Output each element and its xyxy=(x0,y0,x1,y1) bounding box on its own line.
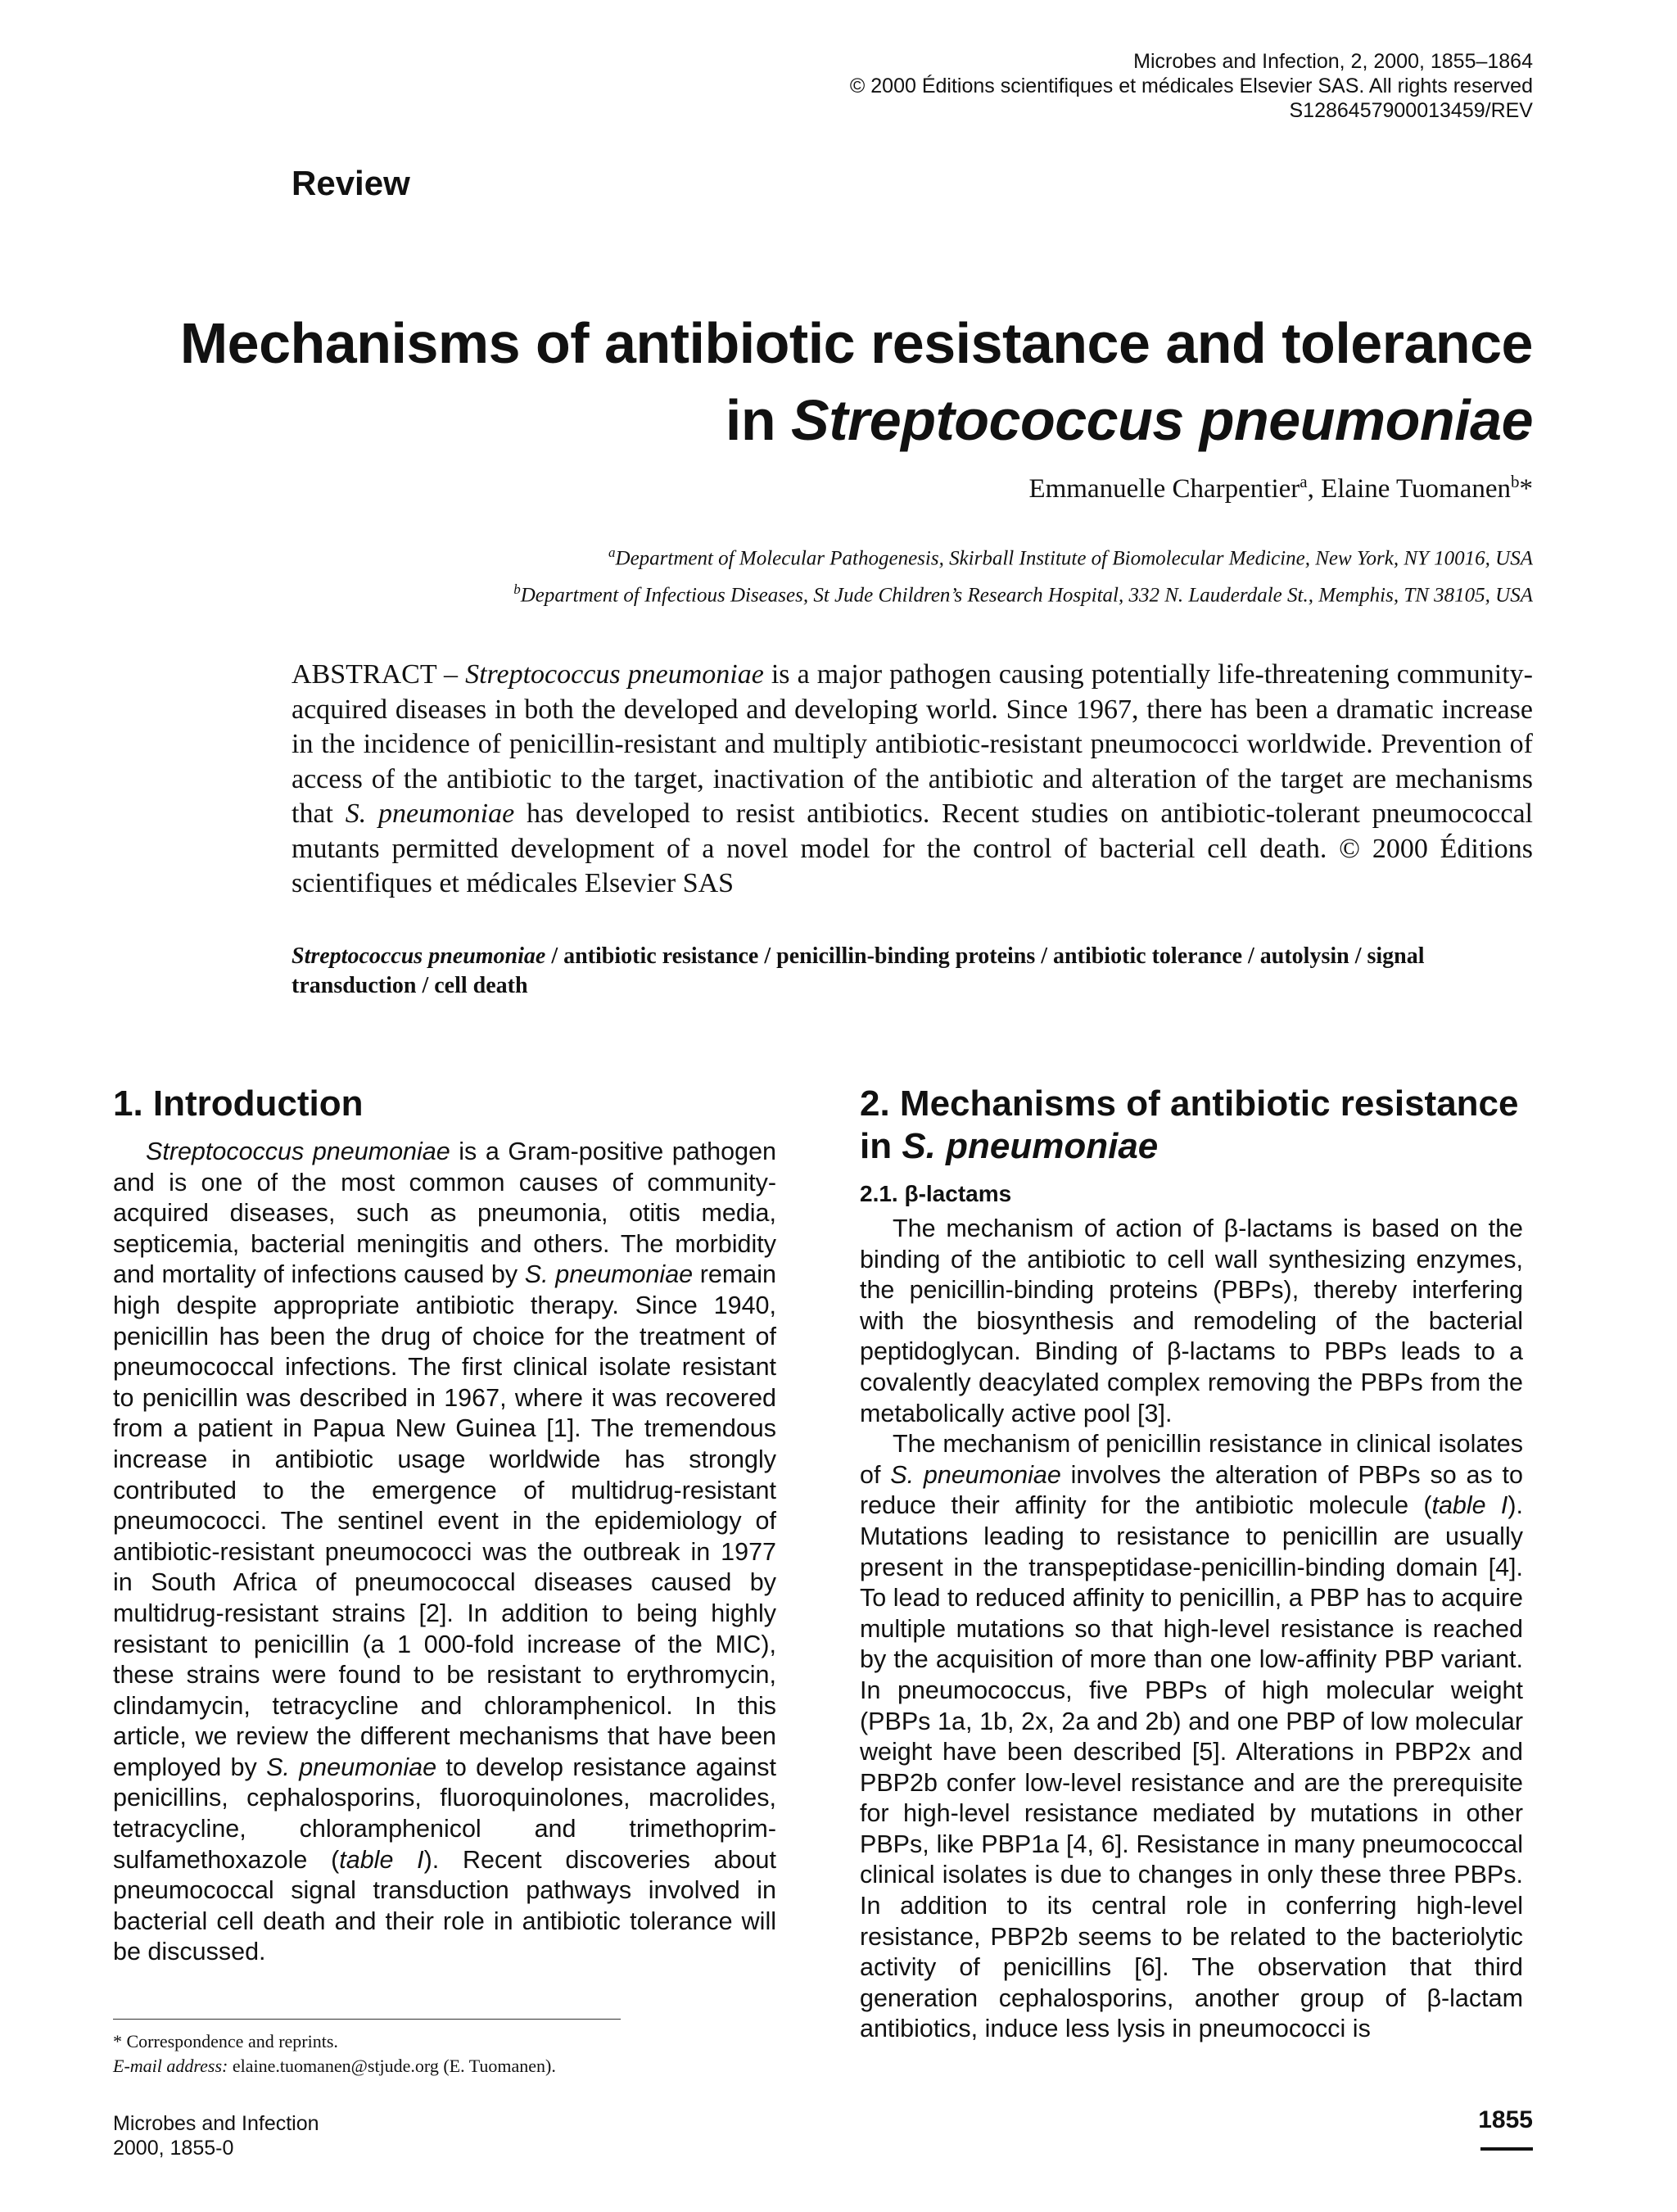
introduction-heading: 1. Introduction xyxy=(113,1083,364,1124)
footer-issue: 2000, 1855-0 xyxy=(113,2137,234,2160)
footnotes xyxy=(113,2029,556,2079)
mechanisms-heading xyxy=(860,1083,1523,1168)
intro-text-1: is a Gram-positive pathogen and is one of the most common causes of community-acquired diseases, such as pneumonia, otitis media, septicemia, bacterial meningitis and others. The morbidity and mortality of infections caused by xyxy=(113,1138,776,1289)
article-identifier: S1286457900013459/REV xyxy=(1289,99,1533,122)
affiliation-b-mark: b xyxy=(513,581,521,598)
introduction-paragraph xyxy=(113,1137,776,1968)
footer-journal-name: Microbes and Infection xyxy=(113,2112,319,2135)
keywords-list: / antibiotic resistance / penicillin-binding proteins / antibiotic tolerance / autolysin / signal transduction / cell death xyxy=(292,943,1425,998)
footer-journal xyxy=(113,2111,319,2160)
email-value: elaine.tuomanen@stjude.org (E. Tuomanen). xyxy=(228,2056,556,2076)
section-label: Review xyxy=(292,164,410,202)
intro-table-ref: table I xyxy=(339,1845,424,1874)
email-label: E-mail address: xyxy=(113,2056,228,2076)
affiliation-b xyxy=(513,574,1533,611)
keywords-species: Streptococcus pneumoniae xyxy=(292,943,546,969)
intro-text-4: ). Recent discoveries about pneumococcal signal transduction pathways involved in bacterial cell death and their role in antibiotic tolerance will be discussed. xyxy=(113,1845,776,1966)
right-column xyxy=(860,1083,1523,2045)
abstract-text-2: has developed to resist antibiotics. Recent studies on antibiotic-tolerant pneumococcal mutants permitted development of a novel model for the control of bacterial cell death. © 2000 Éditions scientifiques et médicales Elsevier SAS xyxy=(292,798,1534,898)
correspondence-note: * Correspondence and reprints. xyxy=(113,2031,338,2051)
title-species: Streptococcus pneumoniae xyxy=(791,388,1533,452)
intro-text-3: to develop resistance against penicillins, cephalosporins, fluoroquinolones, macrolides, tetracycline, chloramphenicol and trimethoprim-sulfamethoxazole ( xyxy=(113,1753,776,1874)
authors xyxy=(1028,472,1533,504)
journal-copyright: © 2000 Éditions scientifiques et médicales Elsevier SAS. All rights reserved xyxy=(849,75,1533,97)
mechanisms-heading-line-1: 2. Mechanisms of antibiotic resistance xyxy=(860,1083,1519,1124)
intro-species-3: S. pneumoniae xyxy=(266,1753,437,1781)
intro-species: Streptococcus pneumoniae xyxy=(146,1138,450,1165)
mechanisms-heading-prefix: in xyxy=(860,1126,902,1166)
journal-citation: Microbes and Infection, 2, 2000, 1855–1864 xyxy=(1133,50,1533,73)
p2-species: S. pneumoniae xyxy=(890,1460,1061,1489)
abstract-species: Streptococcus pneumoniae xyxy=(465,659,764,690)
affiliation-b-text: Department of Infectious Diseases, St Jude Children’s Research Hospital, 332 N. Lauderdale St., Memphis, TN 38105, USA xyxy=(520,584,1533,607)
beta-lactams-paragraph-1: The mechanism of action of β-lactams is based on the binding of the antibiotic to cell wall synthesizing enzymes, the penicillin-binding proteins (PBPs), thereby interfering with the biosynthesis and remodeling of the bacterial peptidoglycan. Binding of β-lactams to PBPs leads to a covalently deacylated complex removing the PBPs from the metabolically active pool [3]. xyxy=(860,1215,1523,1427)
email-note xyxy=(113,2054,556,2079)
mechanisms-heading-species: S. pneumoniae xyxy=(902,1126,1159,1166)
p2-table-ref: table I xyxy=(1431,1491,1508,1520)
title-line-1: Mechanisms of antibiotic resistance and tolerance xyxy=(179,311,1533,375)
affiliations xyxy=(513,537,1533,612)
abstract xyxy=(292,658,1533,902)
abstract-label: ABSTRACT – xyxy=(292,659,466,690)
intro-species-2: S. pneumoniae xyxy=(524,1260,694,1289)
affiliation-a xyxy=(513,537,1533,574)
affiliation-a-text: Department of Molecular Pathogenesis, Skirball Institute of Biomolecular Medicine, New York, NY 10016, USA xyxy=(615,547,1533,570)
corresponding-author-mark: * xyxy=(1519,474,1533,504)
keywords xyxy=(292,942,1533,1001)
left-column xyxy=(113,1083,776,1968)
page-number: 1855 xyxy=(1478,2106,1533,2133)
footnote-divider xyxy=(113,2019,621,2020)
p2-text-2: involves the alteration of PBPs so as to reduce their affinity for the antibiotic molecule ( xyxy=(860,1460,1523,1520)
title-prefix: in xyxy=(725,388,792,452)
page-number-rule xyxy=(1480,2147,1533,2151)
title-line-2 xyxy=(180,382,1533,459)
author-1: Emmanuelle Charpentier xyxy=(1028,474,1300,504)
intro-text-2: remain high despite appropriate antibiotic therapy. Since 1940, penicillin has been the drug of choice for the treatment of pneumococcal infections. The first clinical isolate resistant to penicillin was described in 1967, where it was recovered from a patient in Papua New Guinea [1]. The tremendous increase in antibiotic usage worldwide has strongly contributed to the emergence of multidrug-resistant pneumococci. The sentinel event in the epidemiology of antibiotic-resistant pneumococci was the outbreak in 1977 in South Africa of pneumococcal diseases caused by multidrug-resistant strains [2]. In addition to being highly resistant to penicillin (a 1 000-fold increase of the MIC), these strains were found to be resistant to erythromycin, clindamycin, tetracycline and chloramphenicol. In this article, we review the different mechanisms that have been employed by xyxy=(113,1260,776,1781)
affiliation-a-mark: a xyxy=(608,545,616,560)
author-2: Elaine Tuomanen xyxy=(1321,474,1511,504)
author-separator: , xyxy=(1307,474,1322,504)
author-1-affiliation-mark: a xyxy=(1300,472,1308,491)
p2-text-1: The mechanism of penicillin resistance in clinical isolates of xyxy=(860,1430,1523,1489)
abstract-text-1: is a major pathogen causing potentially life-threatening community-acquired diseases in both the developed and developing world. Since 1967, there has been a dramatic increase in the incidence of penicillin-resistant and multiply antibiotic-resistant pneumococci worldwide. Prevention of access of the antibiotic to the target, inactivation of the antibiotic and alteration of the target are mechanisms that xyxy=(292,659,1533,829)
article-title xyxy=(180,305,1533,459)
beta-lactams-subheading: 2.1. β-lactams xyxy=(860,1181,1012,1206)
abstract-species-short: S. pneumoniae xyxy=(345,798,515,829)
author-2-affiliation-mark: b xyxy=(1511,472,1520,491)
journal-header xyxy=(850,49,1533,123)
p2-text-3: ). Mutations leading to resistance to penicillin are usually present in the transpeptidase-penicillin-binding domain [4]. To lead to reduced affinity to penicillin, a PBP has to acquire multiple mutations so that high-level resistance is reached by the acquisition of more than one low-affinity PBP variant. In pneumococcus, five PBPs of high molecular weight (PBPs 1a, 1b, 2x, 2a and 2b) and one PBP of low molecular weight have been described [5]. Alterations in PBP2x and PBP2b confer low-level resistance and are the prerequisite for high-level resistance mediated by mutations in other PBPs, like PBP1a [4, 6]. Resistance in many pneumococcal clinical isolates is due to changes in only these three PBPs. In addition to its central role in conferring high-level resistance, PBP2b seems to be related to the bacteriolytic activity of penicillins [6]. The observation that third generation cephalosporins, another group of β-lactam antibiotics, induce less lysis in pneumococci is xyxy=(860,1491,1523,2043)
beta-lactams-paragraph-2 xyxy=(860,1429,1523,2045)
